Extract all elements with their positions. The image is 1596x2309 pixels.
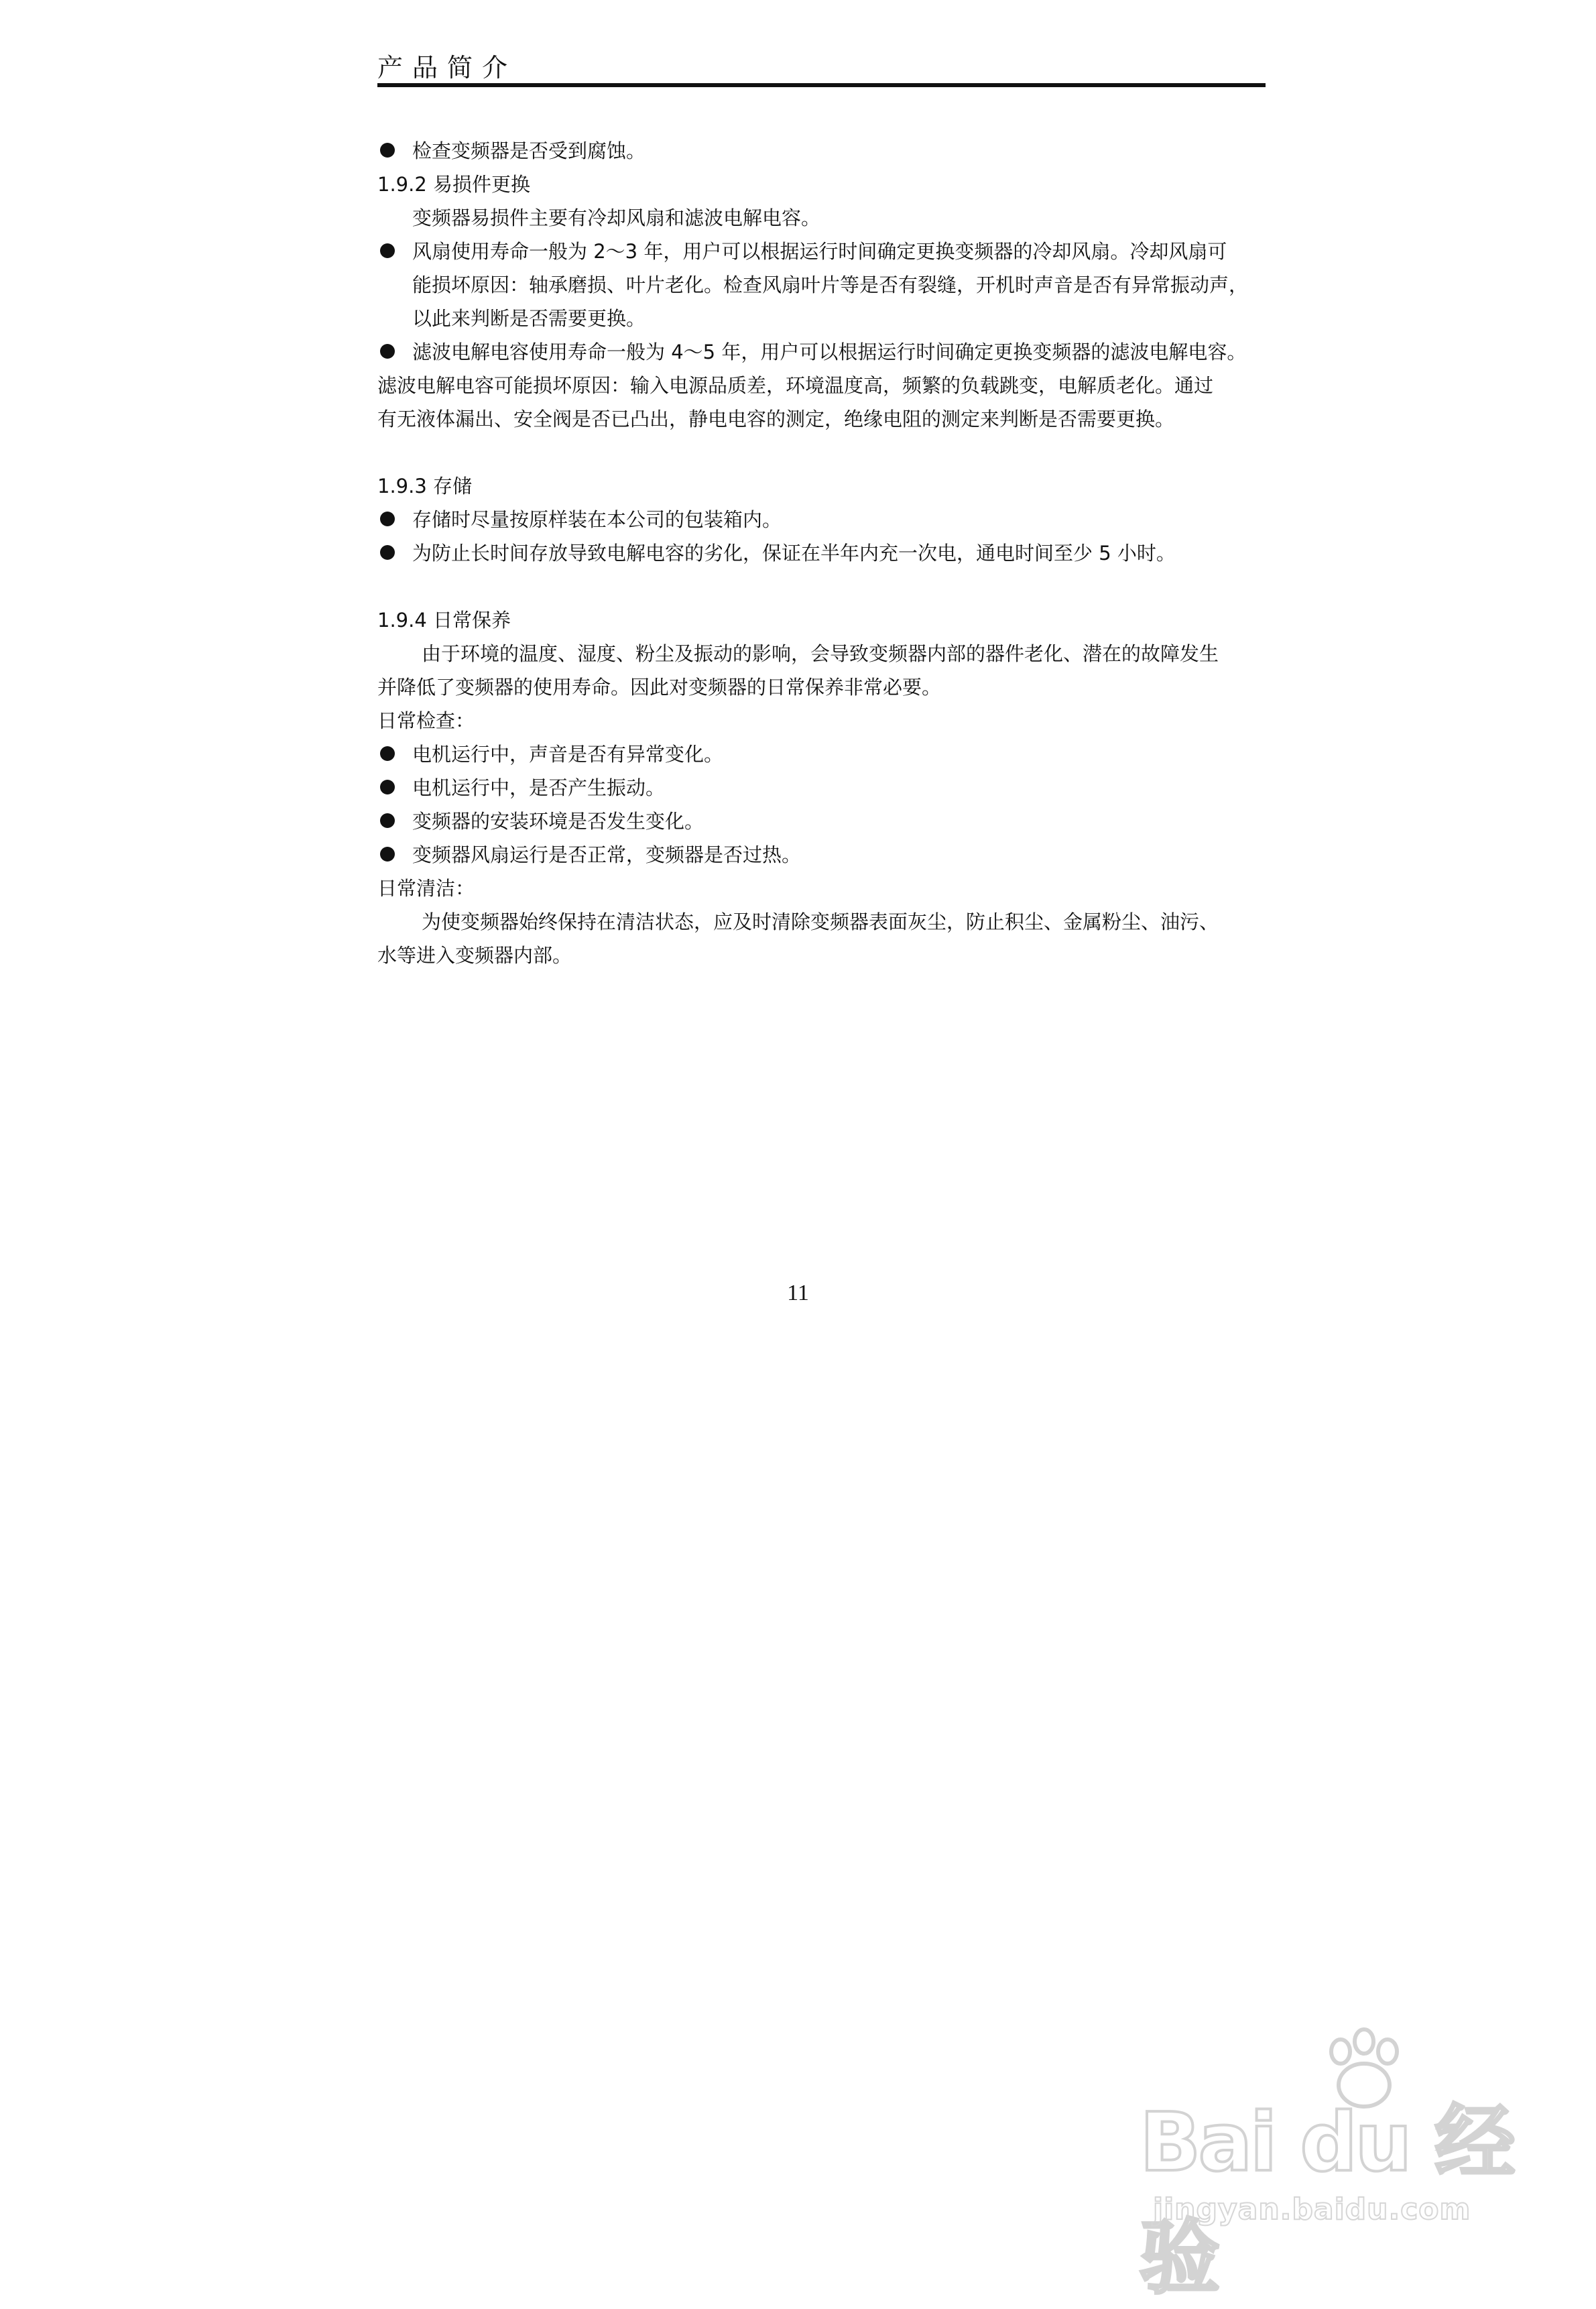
bullet-icon — [380, 847, 395, 862]
spacer — [377, 570, 1262, 603]
bullet-item: 变频器的安装环境是否发生变化。 — [377, 805, 1262, 838]
header-rule — [377, 83, 1266, 87]
page-header-title: 产品简介 — [377, 53, 517, 82]
bullet-icon — [380, 813, 395, 828]
bullet-item: 滤波电解电容使用寿命一般为 4～5 年，用户可以根据运行时间确定更换变频器的滤波电解电容。 — [377, 335, 1262, 369]
section-heading-1-9-2: 1.9.2 易损件更换 — [377, 173, 531, 196]
paragraph-line: 水等进入变频器内部。 — [377, 944, 572, 967]
bullet-continuation: 以此来判断是否需要更换。 — [412, 307, 646, 330]
bullet-item: 风扇使用寿命一般为 2～3 年，用户可以根据运行时间确定更换变频器的冷却风扇。冷却风扇可 — [377, 235, 1262, 268]
bullet-icon — [380, 143, 395, 158]
bullet-icon — [380, 780, 395, 794]
bullet-item: 存储时尽量按原样装在本公司的包装箱内。 — [377, 503, 1262, 536]
bullet-item: 电机运行中，是否产生振动。 — [377, 771, 1262, 805]
bullet-icon — [380, 512, 395, 526]
baidu-jingyan-watermark — [1133, 2025, 1535, 2305]
section-heading-1-9-4: 1.9.4 日常保养 — [377, 609, 511, 632]
page-number: 11 — [787, 1281, 809, 1305]
bullet-icon — [380, 344, 395, 359]
bullet-icon — [380, 746, 395, 761]
watermark-logo-text: Bai du 经验 — [1140, 2096, 1513, 2305]
document-body — [377, 134, 1262, 972]
subheading-daily-clean: 日常清洁： — [377, 877, 475, 900]
bullet-item: 变频器风扇运行是否正常，变频器是否过热。 — [377, 838, 1262, 872]
bullet-icon — [380, 545, 395, 560]
paragraph: 变频器易损件主要有冷却风扇和滤波电解电容。 — [412, 206, 821, 229]
bullet-item: 为防止长时间存放导致电解电容的劣化，保证在半年内充一次电，通电时间至少 5 小时。 — [377, 536, 1262, 570]
subheading-daily-check: 日常检查： — [377, 709, 475, 732]
section-heading-1-9-3: 1.9.3 存储 — [377, 475, 473, 497]
bullet-item: 电机运行中，声音是否有异常变化。 — [377, 737, 1262, 771]
bullet-continuation: 能损坏原因：轴承磨损、叶片老化。检查风扇叶片等是否有裂缝，开机时声音是否有异常振动声， — [412, 274, 1249, 296]
paragraph-line: 并降低了变频器的使用寿命。因此对变频器的日常保养非常必要。 — [377, 676, 942, 699]
paragraph-line: 滤波电解电容可能损坏原因：输入电源品质差，环境温度高，频繁的负载跳变，电解质老化。通过 — [377, 374, 1214, 397]
bullet-item: 检查变频器是否受到腐蚀。 — [377, 134, 1262, 168]
bullet-icon — [380, 243, 395, 258]
spacer — [377, 436, 1262, 469]
paragraph: 为使变频器始终保持在清洁状态，应及时清除变频器表面灰尘，防止积尘、金属粉尘、油污、 — [422, 910, 1219, 933]
watermark-url: jingyan.baidu.com — [1153, 2192, 1471, 2227]
paragraph-line: 有无液体漏出、安全阀是否已凸出，静电电容的测定，绝缘电阻的测定来判断是否需要更换。 — [377, 408, 1175, 430]
paragraph: 由于环境的温度、湿度、粉尘及振动的影响，会导致变频器内部的器件老化、潜在的故障发生 — [422, 642, 1219, 665]
